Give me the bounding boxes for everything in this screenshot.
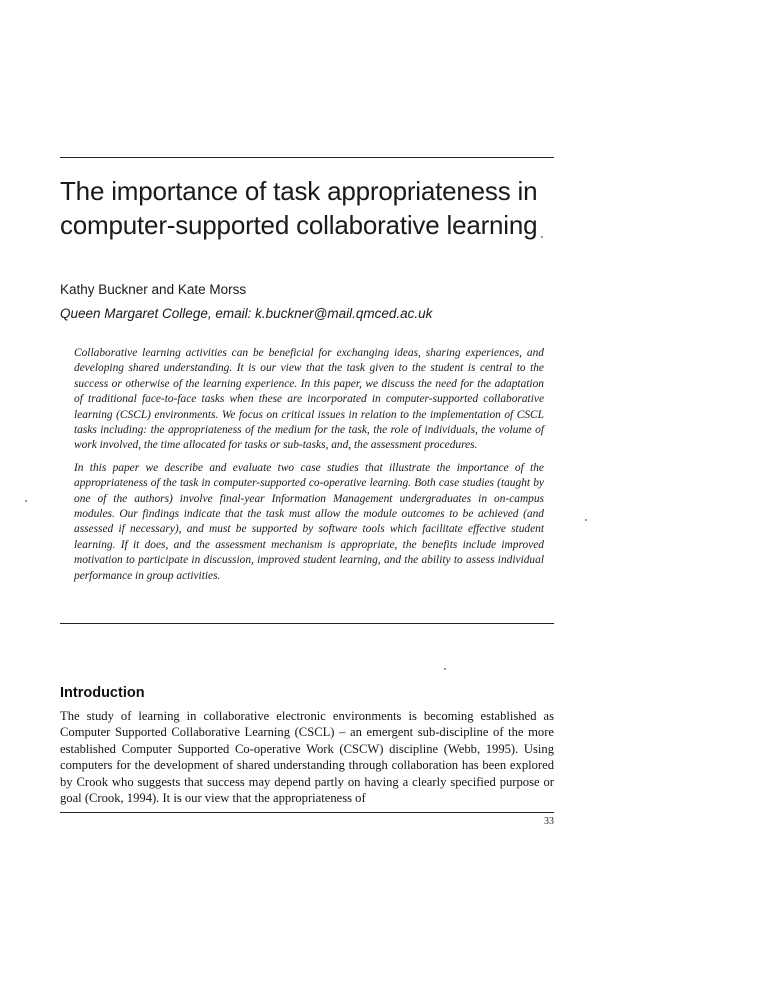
top-rule [60,157,554,158]
scan-speck [585,519,587,521]
body-paragraph: The study of learning in collaborative electronic environments is becoming established as Computer Supported Collaborative Learning (CSCL) – an emergent sub-discipline of the more established Computer Supported Co-operative Work (CSCW) discipline (Webb, 1995). Using computers for the development of shared understanding through collaboration has been explored by Crook who suggests that success may depend partly on having a clearly specified purpose or goal (Crook, 1994). It is our view that the appropriateness of [60,709,554,806]
abstract-paragraph: In this paper we describe and evaluate two case studies that illustrate the importance of the appropriateness of the task in computer-supported co-operative learning. Both case studies (taught by one of the authors) involve final-year Information Management undergraduates in on-campus modules. Our findings indicate that the task must allow the module outcomes to be achieved (and assessed if necessary), and must be supported by software tools which facilitate effective student learning. If it does, and the assessment mechanism is appropriate, the benefits include improved motivation to participate in discussion, improved student learning, and the ability to assess individual performance in group activities. [74,461,544,582]
section-heading: Introduction [60,685,145,701]
scan-speck [444,668,446,670]
page-number: 33 [544,816,554,827]
abstract-end-rule [60,623,554,624]
abstract-paragraph: Collaborative learning activities can be beneficial for exchanging ideas, sharing experiences, and developing shared understanding. It is our view that the task given to the student is central to the success or otherwise of the learning experience. In this paper, we discuss the need for the adaptation of traditional face-to-face tasks when these are incorporated in computer-supported collaborative learning (CSCL) environments. We focus on critical issues in relation to the implementation of CSCL tasks including: the appropriateness of the medium for the task, the role of individuals, the volume of work involved, the time allocated for tasks or sub-tasks, and, the assessment procedures. [74,347,544,452]
scan-speck [25,500,27,502]
footer-rule [60,812,554,813]
affiliation: Queen Margaret College, email: k.buckner@mail.qmced.ac.uk [60,306,433,321]
authors: Kathy Buckner and Kate Morss [60,282,247,297]
paper-title: The importance of task appropriateness in computer-supported collaborative learning [60,176,538,240]
abstract [74,346,544,591]
scan-speck [541,236,543,238]
